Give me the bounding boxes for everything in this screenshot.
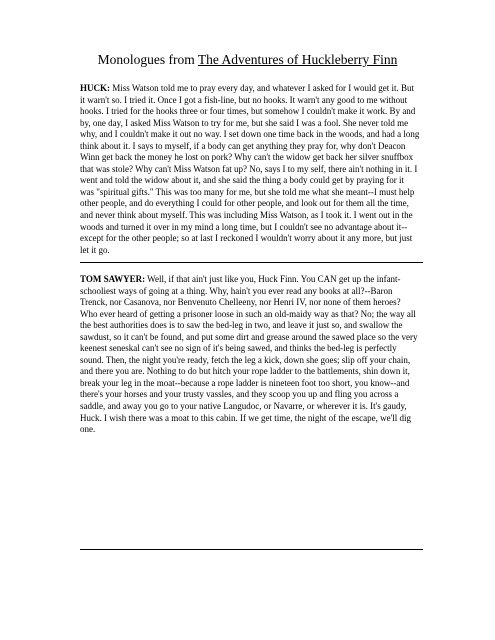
monologue-text: Miss Watson told me to pray every day, and whatever I asked for I would get it. But it warn't so. I tried it. Once I got a fish-line, but no hooks. It warn't any good to me without hooks. I tried for the hooks three or four times, but somehow I couldn't make it work. By and by, one day, I asked Miss Watson to try for me, but she said I was a fool. She never told me why, and I couldn't make it out no way. I set down one time back in the woods, and had a long think about it. I says to myself, if a body can get anything they pray for, why don't Deacon Winn get back the money he lost on pork? Why can't the widow get back her silver snuffbox that was stole? Why can't Miss Watson fat up? No, says I to my self, there ain't nothing in it. I went and told the widow about it, and she said the thing a body could get by praying for it was "spiritual gifts." This was too many for me, but she told me what she meant--I must help other people, and do everything I could for other people, and look out for them all the time, and never think about myself. This was including Miss Watson, as I took it. I went out in the woods and turned it over in my mind a long time, but I couldn't see no advantage about it--except for the other people; so at last I reckoned I wouldn't worry about it any more, but just let it go. [80,83,420,255]
title-prefix: Monologues from [97,52,198,67]
speaker-label: HUCK: [80,83,110,93]
speaker-label: TOM SAWYER: [80,274,146,284]
divider-line [80,262,423,263]
tom-sawyer-monologue [80,274,420,436]
monologue-text: Well, if that ain't just like you, Huck Finn. You CAN get up the infant-schooliest ways of going at a thing. Why, hain't you ever read any books at all?--Baron Trenck, nor Casanova, nor Benvenuto Chelleeny, nor Henri IV, nor none of them heroes? Who ever heard of getting a prisoner loose in such an old-maidy way as that? No; the way all the best authorities does is to saw the bed-leg in two, and leave it just so, and swallow the sawdust, so it can't be found, and put some dirt and grease around the sawed place so the very keenest seneskal can't see no sign of it's being sawed, and thinks the bed-leg is perfectly sound. Then, the night you're ready, fetch the leg a kick, down she goes; slip off your chain, and there you are. Nothing to do but hitch your rope ladder to the battlements, shin down it, break your leg in the moat--because a rope ladder is nineteen foot too short, you know--and there's your horses and your trusty vassles, and they scoop you up and fling you across a saddle, and away you go to your native Langudoc, or Navarre, or wherever it is. It's gaudy, Huck. I wish there was a moat to this cabin. If we get time, the night of the escape, we'll dig one. [80,274,418,435]
book-title: The Adventures of Huckleberry Finn [197,52,398,67]
document-title [0,52,495,68]
huck-monologue [80,83,420,256]
divider-line [80,549,423,550]
